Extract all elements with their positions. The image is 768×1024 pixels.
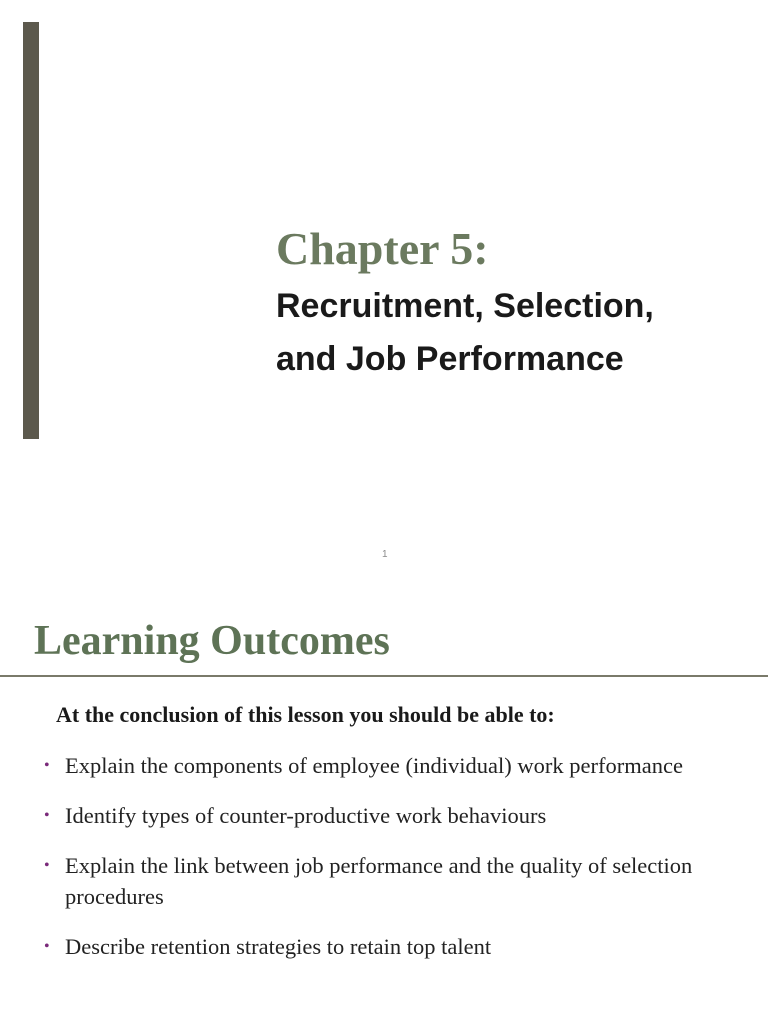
outcome-text: Identify types of counter-productive work behaviours [65, 803, 547, 828]
bullet-icon: • [44, 938, 50, 955]
list-item [44, 750, 744, 781]
chapter-subtitle [276, 280, 654, 386]
slide-title: Learning Outcomes [34, 618, 390, 664]
list-item [44, 800, 744, 831]
outcome-text: Describe retention strategies to retain top talent [65, 934, 492, 959]
bullet-icon: • [44, 807, 50, 824]
intro-text: At the conclusion of this lesson you should be able to: [56, 702, 555, 727]
subtitle-line-2: and Job Performance [276, 340, 624, 378]
page-number: 1 [382, 549, 388, 560]
chapter-heading: Chapter 5: [276, 223, 489, 274]
bullet-icon: • [44, 857, 50, 874]
bullet-icon: • [44, 757, 50, 774]
list-item [44, 931, 744, 962]
list-item [44, 850, 744, 912]
outcome-text: Explain the components of employee (individual) work performance [65, 753, 683, 778]
outcomes-list [44, 750, 744, 962]
subtitle-line-1: Recruitment, Selection, [276, 287, 654, 325]
accent-bar [23, 22, 39, 439]
outcome-text: Explain the link between job performance and the quality of selection procedures [65, 853, 693, 909]
learning-outcomes-slide [0, 592, 768, 1024]
title-divider [0, 675, 768, 677]
